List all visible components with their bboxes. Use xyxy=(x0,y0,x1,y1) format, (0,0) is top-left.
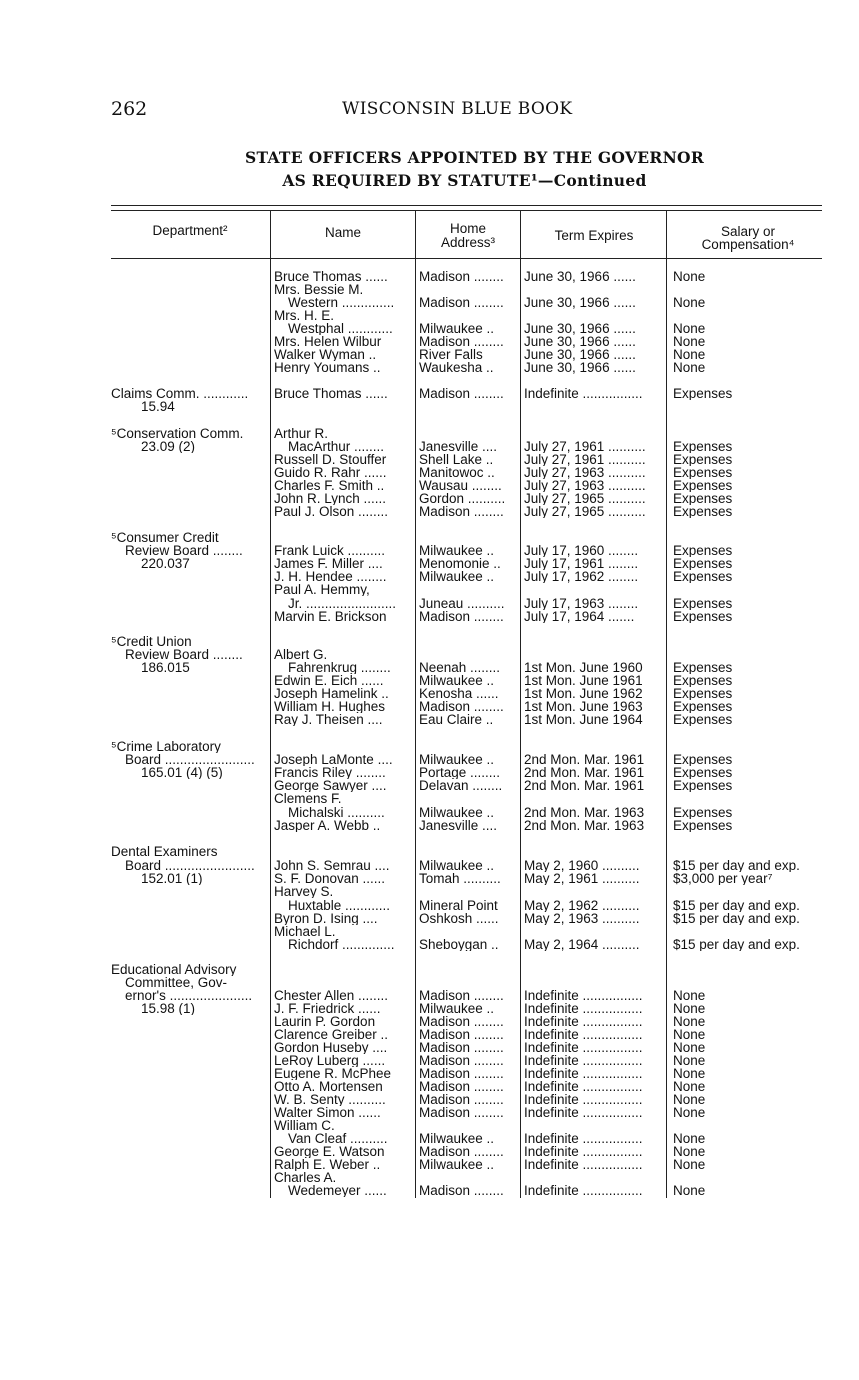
cell-name: J. F. Friedrick ...... xyxy=(274,1002,381,1015)
table-row xyxy=(0,1080,859,1093)
cell-addr: Madison ........ xyxy=(419,1028,504,1041)
table-row xyxy=(0,687,859,700)
cell-term: Indefinite ................ xyxy=(524,1158,643,1171)
header-salary-1: Salary or xyxy=(720,224,776,239)
cell-name: Charles F. Smith .. xyxy=(274,479,385,492)
table-row xyxy=(0,1119,859,1132)
cell-name: Edwin E. Eich ...... xyxy=(274,674,384,687)
cell-addr: Madison ........ xyxy=(419,270,504,283)
cell-name: John R. Lynch ...... xyxy=(274,492,387,505)
table-row xyxy=(0,963,859,976)
cell-addr: Madison ........ xyxy=(419,610,504,623)
cell-sal: None xyxy=(673,1093,706,1106)
cell-term: Indefinite ................ xyxy=(524,1015,643,1028)
cell-dept: 186.015 xyxy=(141,661,190,674)
cell-addr: Tomah .......... xyxy=(419,872,501,885)
cell-sal: None xyxy=(673,348,706,361)
cell-addr: Sheboygan .. xyxy=(419,938,499,951)
table-row xyxy=(0,1054,859,1067)
table-row xyxy=(0,322,859,335)
table-row xyxy=(0,885,859,898)
cell-term: Indefinite ................ xyxy=(524,1041,643,1054)
table-row xyxy=(0,1093,859,1106)
cell-term: June 30, 1966 ...... xyxy=(524,270,636,283)
cell-name: Bruce Thomas ...... xyxy=(274,270,388,283)
cell-name: Joseph Hamelink .. xyxy=(274,687,389,700)
cell-addr: Madison ........ xyxy=(419,1145,504,1158)
cell-term: 1st Mon. June 1960 xyxy=(524,661,643,674)
cell-addr: Waukesha .. xyxy=(419,361,494,374)
running-head: WISCONSIN BLUE BOOK xyxy=(342,99,573,119)
table-row xyxy=(0,766,859,779)
cell-term: Indefinite ................ xyxy=(524,1028,643,1041)
cell-term: Indefinite ................ xyxy=(524,1002,643,1015)
cell-sal: None xyxy=(673,335,706,348)
cell-sal: Expenses xyxy=(673,753,733,766)
table-row xyxy=(0,557,859,570)
cell-addr: Delavan ........ xyxy=(419,779,503,792)
cell-sal: Expenses xyxy=(673,440,733,453)
cell-sal: None xyxy=(673,1080,706,1093)
cell-name: George Sawyer .... xyxy=(274,779,387,792)
table-row xyxy=(0,505,859,518)
table-row xyxy=(0,1041,859,1054)
cell-sal: $15 per day and exp. xyxy=(673,912,800,925)
cell-addr: Janesville .... xyxy=(419,440,498,453)
cell-addr: Menomonie .. xyxy=(419,557,501,570)
table-row xyxy=(0,859,859,872)
cell-term: Indefinite ................ xyxy=(524,989,643,1002)
table-row xyxy=(0,1067,859,1080)
cell-term: May 2, 1960 .......... xyxy=(524,859,640,872)
table-title-line-1: STATE OFFICERS APPOINTED BY THE GOVERNOR xyxy=(244,148,705,167)
cell-name: Van Cleaf .......... xyxy=(288,1132,388,1145)
table-row xyxy=(0,845,859,858)
cell-sal: None xyxy=(673,1106,706,1119)
table-row xyxy=(0,1002,859,1015)
cell-term: June 30, 1966 ...... xyxy=(524,322,636,335)
cell-term: June 30, 1966 ...... xyxy=(524,335,636,348)
cell-name: Albert G. xyxy=(274,648,328,661)
cell-addr: Shell Lake .. xyxy=(419,453,494,466)
cell-addr: Madison ........ xyxy=(419,1015,504,1028)
table-row xyxy=(0,1132,859,1145)
cell-dept: Review Board ........ xyxy=(125,648,243,661)
cell-dept: Committee, Gov- xyxy=(125,976,228,989)
cell-term: July 17, 1962 ........ xyxy=(524,570,639,583)
cell-dept: ⁵Consumer Credit xyxy=(111,531,219,544)
cell-name: Walker Wyman .. xyxy=(274,348,377,361)
table-row xyxy=(0,648,859,661)
table-row xyxy=(0,440,859,453)
cell-name: Mrs. H. E. xyxy=(274,309,334,322)
table-row xyxy=(0,1158,859,1171)
table-top-rule-2 xyxy=(111,210,822,211)
cell-dept: 15.94 xyxy=(141,400,175,413)
cell-sal: None xyxy=(673,1184,706,1197)
table-row xyxy=(0,899,859,912)
cell-name: Joseph LaMonte .... xyxy=(274,753,393,766)
cell-name: Ralph E. Weber .. xyxy=(274,1158,381,1171)
header-name: Name xyxy=(324,225,361,240)
cell-dept: Review Board ........ xyxy=(125,544,243,557)
table-row xyxy=(0,740,859,753)
table-row xyxy=(0,570,859,583)
cell-addr: Milwaukee .. xyxy=(419,544,495,557)
table-row xyxy=(0,453,859,466)
table-row xyxy=(0,819,859,832)
cell-name: Guido R. Rahr ...... xyxy=(274,466,387,479)
page-number: 262 xyxy=(111,98,148,120)
cell-addr: Madison ........ xyxy=(419,989,504,1002)
cell-name: Byron D. Ising .... xyxy=(274,912,378,925)
cell-sal: None xyxy=(673,296,706,309)
cell-term: 2nd Mon. Mar. 1961 xyxy=(524,766,645,779)
cell-term: May 2, 1962 .......... xyxy=(524,899,640,912)
cell-name: Henry Youmans .. xyxy=(274,361,381,374)
cell-addr: Madison ........ xyxy=(419,1080,504,1093)
cell-addr: Milwaukee .. xyxy=(419,1132,495,1145)
cell-name: LeRoy Luberg ...... xyxy=(274,1054,386,1067)
table-row xyxy=(0,912,859,925)
cell-sal: Expenses xyxy=(673,466,733,479)
cell-name: Otto A. Mortensen xyxy=(274,1080,383,1093)
cell-term: Indefinite ................ xyxy=(524,1054,643,1067)
table-row xyxy=(0,1171,859,1184)
cell-term: June 30, 1966 ...... xyxy=(524,348,636,361)
table-row xyxy=(0,492,859,505)
table-row xyxy=(0,309,859,322)
cell-addr: Oshkosh ...... xyxy=(419,912,499,925)
cell-dept: Claims Comm. ............ xyxy=(111,387,249,400)
cell-sal: Expenses xyxy=(673,674,733,687)
cell-name: Laurin P. Gordon xyxy=(274,1015,376,1028)
table-row xyxy=(0,479,859,492)
cell-name: Gordon Huseby .... xyxy=(274,1041,388,1054)
cell-sal: Expenses xyxy=(673,597,733,610)
cell-addr: Madison ........ xyxy=(419,1106,504,1119)
cell-term: July 17, 1960 ........ xyxy=(524,544,639,557)
cell-term: 1st Mon. June 1962 xyxy=(524,687,643,700)
cell-name: Jasper A. Webb .. xyxy=(274,819,381,832)
cell-sal: Expenses xyxy=(673,453,733,466)
cell-name: Walter Simon ...... xyxy=(274,1106,381,1119)
cell-sal: None xyxy=(673,1145,706,1158)
cell-addr: River Falls xyxy=(419,348,483,361)
cell-name: Paul J. Olson ........ xyxy=(274,505,389,518)
cell-sal: $15 per day and exp. xyxy=(673,859,800,872)
cell-term: July 27, 1965 .......... xyxy=(524,492,646,505)
cell-addr: Madison ........ xyxy=(419,1093,504,1106)
cell-addr: Madison ........ xyxy=(419,1054,504,1067)
cell-name: Westphal ............ xyxy=(288,322,393,335)
table-row xyxy=(0,1145,859,1158)
cell-name: James F. Miller .... xyxy=(274,557,383,570)
cell-sal: Expenses xyxy=(673,819,733,832)
cell-term: July 27, 1963 .......... xyxy=(524,479,646,492)
cell-sal: None xyxy=(673,1054,706,1067)
cell-sal: Expenses xyxy=(673,544,733,557)
cell-term: Indefinite ................ xyxy=(524,387,643,400)
cell-term: July 27, 1961 .......... xyxy=(524,440,646,453)
cell-dept: 165.01 (4) (5) xyxy=(141,766,223,779)
table-row xyxy=(0,610,859,623)
cell-term: Indefinite ................ xyxy=(524,1132,643,1145)
cell-sal: None xyxy=(673,1158,706,1171)
cell-sal: Expenses xyxy=(673,557,733,570)
cell-name: Richdorf .............. xyxy=(288,938,395,951)
cell-term: May 2, 1964 .......... xyxy=(524,938,640,951)
table-row xyxy=(0,531,859,544)
cell-sal: $15 per day and exp. xyxy=(673,938,800,951)
cell-addr: Neenah ........ xyxy=(419,661,501,674)
cell-addr: Madison ........ xyxy=(419,1041,504,1054)
cell-sal: Expenses xyxy=(673,479,733,492)
cell-name: Jr. ........................ xyxy=(288,597,397,610)
cell-name: Mrs. Bessie M. xyxy=(274,283,364,296)
cell-addr: Gordon .......... xyxy=(419,492,506,505)
cell-addr: Madison ........ xyxy=(419,1067,504,1080)
cell-addr: Madison ........ xyxy=(419,505,504,518)
table-row xyxy=(0,661,859,674)
cell-sal: None xyxy=(673,1132,706,1145)
cell-sal: None xyxy=(673,1067,706,1080)
cell-name: Eugene R. McPhee xyxy=(274,1067,392,1080)
cell-sal: None xyxy=(673,1015,706,1028)
header-term-expires: Term Expires xyxy=(554,228,634,243)
cell-dept: 220.037 xyxy=(141,557,190,570)
cell-name: Huxtable ............ xyxy=(288,899,391,912)
table-row xyxy=(0,1106,859,1119)
cell-term: July 17, 1963 ........ xyxy=(524,597,639,610)
cell-addr: Janesville .... xyxy=(419,819,498,832)
table-row xyxy=(0,635,859,648)
cell-name: Michael L. xyxy=(274,925,336,938)
cell-name: Western .............. xyxy=(288,296,395,309)
cell-sal: None xyxy=(673,989,706,1002)
cell-name: Marvin E. Brickson xyxy=(274,610,387,623)
table-row xyxy=(0,348,859,361)
cell-name: George E. Watson xyxy=(274,1145,385,1158)
cell-term: 2nd Mon. Mar. 1961 xyxy=(524,779,645,792)
cell-sal: None xyxy=(673,1028,706,1041)
cell-name: Mrs. Helen Wilbur xyxy=(274,335,382,348)
table-row xyxy=(0,283,859,296)
cell-dept: Board ........................ xyxy=(125,753,255,766)
cell-addr: Milwaukee .. xyxy=(419,806,495,819)
table-row xyxy=(0,753,859,766)
cell-addr: Milwaukee .. xyxy=(419,753,495,766)
cell-term: May 2, 1961 .......... xyxy=(524,872,640,885)
cell-dept: Board ........................ xyxy=(125,859,255,872)
cell-sal: Expenses xyxy=(673,387,733,400)
cell-name: Fahrenkrug ........ xyxy=(288,661,391,674)
table-row xyxy=(0,976,859,989)
cell-addr: Milwaukee .. xyxy=(419,570,495,583)
cell-sal: Expenses xyxy=(673,700,733,713)
cell-sal: Expenses xyxy=(673,687,733,700)
cell-dept: 15.98 (1) xyxy=(141,1002,196,1015)
cell-sal: None xyxy=(673,1002,706,1015)
table-row xyxy=(0,296,859,309)
header-department: Department² xyxy=(152,223,228,238)
table-row xyxy=(0,1015,859,1028)
cell-addr: Madison ........ xyxy=(419,296,504,309)
cell-addr: Madison ........ xyxy=(419,1184,504,1197)
cell-name: John S. Semrau .... xyxy=(274,859,390,872)
cell-addr: Madison ........ xyxy=(419,700,504,713)
cell-name: Frank Luick .......... xyxy=(274,544,386,557)
cell-name: Clarence Greiber .. xyxy=(274,1028,389,1041)
cell-term: July 27, 1963 .......... xyxy=(524,466,646,479)
cell-name: Harvey S. xyxy=(274,885,334,898)
cell-term: May 2, 1963 .......... xyxy=(524,912,640,925)
table-row xyxy=(0,700,859,713)
cell-sal: $15 per day and exp. xyxy=(673,899,800,912)
cell-term: Indefinite ................ xyxy=(524,1067,643,1080)
cell-name: S. F. Donovan ...... xyxy=(274,872,386,885)
cell-sal: None xyxy=(673,270,706,283)
cell-term: 1st Mon. June 1963 xyxy=(524,700,643,713)
cell-term: July 17, 1961 ........ xyxy=(524,557,639,570)
cell-term: 1st Mon. June 1964 xyxy=(524,713,643,726)
cell-sal: Expenses xyxy=(673,779,733,792)
table-row xyxy=(0,427,859,440)
cell-name: William C. xyxy=(274,1119,335,1132)
cell-dept: ⁵Credit Union xyxy=(111,635,192,648)
cell-name: Bruce Thomas ...... xyxy=(274,387,388,400)
table-row xyxy=(0,1028,859,1041)
cell-name: Charles A. xyxy=(274,1171,337,1184)
cell-term: Indefinite ................ xyxy=(524,1145,643,1158)
cell-addr: Manitowoc .. xyxy=(419,466,495,479)
cell-sal: Expenses xyxy=(673,492,733,505)
cell-name: Michalski .......... xyxy=(288,806,385,819)
cell-sal: None xyxy=(673,1041,706,1054)
cell-addr: Milwaukee .. xyxy=(419,1158,495,1171)
cell-sal: Expenses xyxy=(673,570,733,583)
cell-name: W. B. Senty .......... xyxy=(274,1093,386,1106)
cell-sal: $3,000 per year⁷ xyxy=(673,872,773,885)
cell-name: Chester Allen ........ xyxy=(274,989,389,1002)
cell-dept: 152.01 (1) xyxy=(141,872,203,885)
cell-term: July 27, 1965 .......... xyxy=(524,505,646,518)
cell-name: Clemens F. xyxy=(274,792,342,805)
cell-term: Indefinite ................ xyxy=(524,1106,643,1119)
cell-addr: Mineral Point xyxy=(419,899,498,912)
table-row xyxy=(0,806,859,819)
table-row xyxy=(0,938,859,951)
cell-addr: Wausau ........ xyxy=(419,479,502,492)
cell-name: Arthur R. xyxy=(274,427,329,440)
table-row xyxy=(0,989,859,1002)
header-salary-2: Compensation⁴ xyxy=(701,237,795,252)
header-home-address-2: Address³ xyxy=(440,235,496,250)
cell-name: Russell D. Stouffer xyxy=(274,453,387,466)
cell-term: June 30, 1966 ...... xyxy=(524,361,636,374)
cell-term: Indefinite ................ xyxy=(524,1184,643,1197)
cell-dept: ⁵Crime Laboratory xyxy=(111,740,221,753)
table-row xyxy=(0,925,859,938)
cell-addr: Portage ........ xyxy=(419,766,501,779)
cell-term: Indefinite ................ xyxy=(524,1093,643,1106)
cell-dept: Educational Advisory xyxy=(111,963,237,976)
table-row xyxy=(0,335,859,348)
cell-name: Francis Riley ........ xyxy=(274,766,386,779)
cell-name: William H. Hughes xyxy=(274,700,386,713)
cell-addr: Juneau .......... xyxy=(419,597,505,610)
table-row xyxy=(0,361,859,374)
cell-sal: Expenses xyxy=(673,661,733,674)
cell-dept: ⁵Conservation Comm. xyxy=(111,427,244,440)
cell-name: Wedemeyer ...... xyxy=(288,1184,387,1197)
cell-sal: Expenses xyxy=(673,610,733,623)
table-row xyxy=(0,387,859,400)
table-title-line-2: AS REQUIRED BY STATUTE¹—Continued xyxy=(282,171,647,190)
table-row xyxy=(0,597,859,610)
cell-term: July 27, 1961 .......... xyxy=(524,453,646,466)
cell-addr: Madison ........ xyxy=(419,387,504,400)
cell-addr: Milwaukee .. xyxy=(419,322,495,335)
header-home-address-1: Home xyxy=(449,221,486,236)
cell-term: 2nd Mon. Mar. 1963 xyxy=(524,819,645,832)
cell-dept: ernor's ...................... xyxy=(125,989,253,1002)
cell-sal: Expenses xyxy=(673,806,733,819)
table-top-rule xyxy=(111,205,822,206)
cell-name: MacArthur ........ xyxy=(288,440,385,453)
table-row xyxy=(0,779,859,792)
cell-term: 1st Mon. June 1961 xyxy=(524,674,643,687)
cell-addr: Milwaukee .. xyxy=(419,859,495,872)
table-row xyxy=(0,270,859,283)
table-row xyxy=(0,1184,859,1197)
table-row xyxy=(0,674,859,687)
cell-name: Paul A. Hemmy, xyxy=(274,583,370,596)
cell-dept: Dental Examiners xyxy=(111,845,218,858)
cell-dept: 23.09 (2) xyxy=(141,440,196,453)
cell-sal: Expenses xyxy=(673,505,733,518)
cell-addr: Milwaukee .. xyxy=(419,674,495,687)
cell-sal: Expenses xyxy=(673,713,733,726)
table-row xyxy=(0,583,859,596)
table-row xyxy=(0,544,859,557)
cell-term: June 30, 1966 ...... xyxy=(524,296,636,309)
header-bottom-rule xyxy=(111,258,822,259)
cell-sal: None xyxy=(673,361,706,374)
cell-sal: None xyxy=(673,322,706,335)
cell-term: 2nd Mon. Mar. 1961 xyxy=(524,753,645,766)
cell-addr: Madison ........ xyxy=(419,335,504,348)
cell-addr: Kenosha ...... xyxy=(419,687,499,700)
cell-sal: Expenses xyxy=(673,766,733,779)
cell-addr: Milwaukee .. xyxy=(419,1002,495,1015)
table-row xyxy=(0,792,859,805)
cell-term: 2nd Mon. Mar. 1963 xyxy=(524,806,645,819)
cell-name: J. H. Hendee ........ xyxy=(274,570,387,583)
cell-name: Ray J. Theisen .... xyxy=(274,713,383,726)
cell-addr: Eau Claire .. xyxy=(419,713,494,726)
cell-term: July 17, 1964 ....... xyxy=(524,610,635,623)
table-row xyxy=(0,466,859,479)
table-row xyxy=(0,713,859,726)
table-row xyxy=(0,872,859,885)
cell-term: Indefinite ................ xyxy=(524,1080,643,1093)
table-row xyxy=(0,400,859,413)
